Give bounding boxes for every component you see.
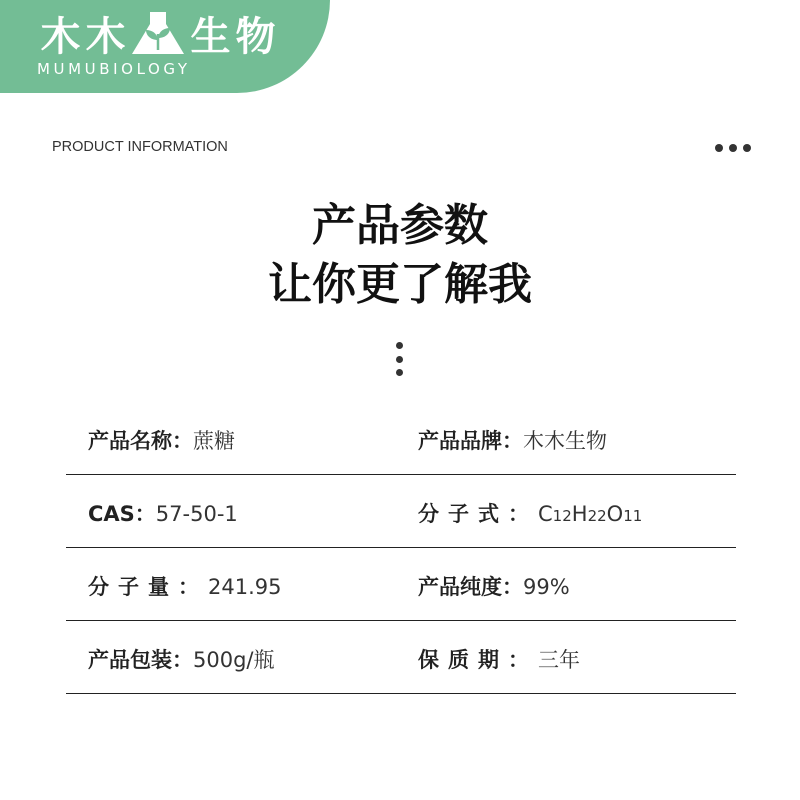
spec-label: 产品名称： bbox=[88, 429, 193, 453]
spec-purity bbox=[418, 571, 570, 601]
formula-subscript: 12 bbox=[552, 507, 572, 525]
spec-row bbox=[66, 402, 736, 475]
spec-label: 产品品牌： bbox=[418, 429, 523, 453]
spec-packaging bbox=[88, 644, 275, 674]
brand-name-en: MUMUBIOLOGY bbox=[37, 60, 191, 78]
formula-subscript: 11 bbox=[623, 507, 643, 525]
brand-char: 木 bbox=[40, 13, 81, 60]
spec-cas bbox=[88, 498, 238, 528]
more-horizontal-icon[interactable] bbox=[715, 143, 751, 153]
formula-element: H bbox=[571, 502, 588, 526]
spec-label: 产品纯度： bbox=[418, 575, 523, 599]
spec-label: 产品包装： bbox=[88, 648, 193, 672]
spec-row bbox=[66, 475, 736, 548]
spec-value bbox=[538, 502, 642, 526]
formula-subscript: 22 bbox=[587, 507, 607, 525]
spec-table bbox=[66, 402, 736, 694]
more-vertical-icon bbox=[396, 342, 404, 376]
spec-value: 99% bbox=[523, 575, 570, 599]
spec-value: 57-50-1 bbox=[155, 502, 238, 526]
spec-product-name bbox=[88, 425, 235, 455]
spec-formula bbox=[418, 498, 642, 528]
spec-label: 保质期： bbox=[418, 648, 538, 672]
section-label: PRODUCT INFORMATION bbox=[52, 139, 228, 155]
formula-element: O bbox=[606, 502, 624, 526]
spec-value: 500g/瓶 bbox=[193, 648, 275, 672]
brand-char: 物 bbox=[235, 13, 276, 60]
brand-char: 木 bbox=[85, 13, 126, 60]
spec-value: 蔗糖 bbox=[193, 429, 235, 453]
spec-value: 三年 bbox=[538, 648, 580, 672]
page-title: 产品参数 bbox=[312, 200, 488, 251]
spec-value: 木木生物 bbox=[523, 429, 607, 453]
formula-element: C bbox=[538, 502, 553, 526]
spec-row bbox=[66, 621, 736, 694]
spec-shelf-life bbox=[418, 644, 580, 674]
brand-name bbox=[38, 10, 278, 60]
spec-label: 分子量： bbox=[88, 575, 208, 599]
flask-leaf-icon bbox=[130, 10, 186, 56]
spec-label: CAS： bbox=[88, 502, 156, 526]
page-subtitle: 让你更了解我 bbox=[268, 259, 532, 310]
spec-molecular-weight bbox=[88, 571, 281, 601]
brand-banner bbox=[0, 0, 330, 93]
spec-label: 分子式： bbox=[418, 502, 538, 526]
spec-row bbox=[66, 548, 736, 621]
brand-char: 生 bbox=[190, 13, 231, 60]
spec-brand bbox=[418, 425, 607, 455]
spec-value: 241.95 bbox=[208, 575, 282, 599]
